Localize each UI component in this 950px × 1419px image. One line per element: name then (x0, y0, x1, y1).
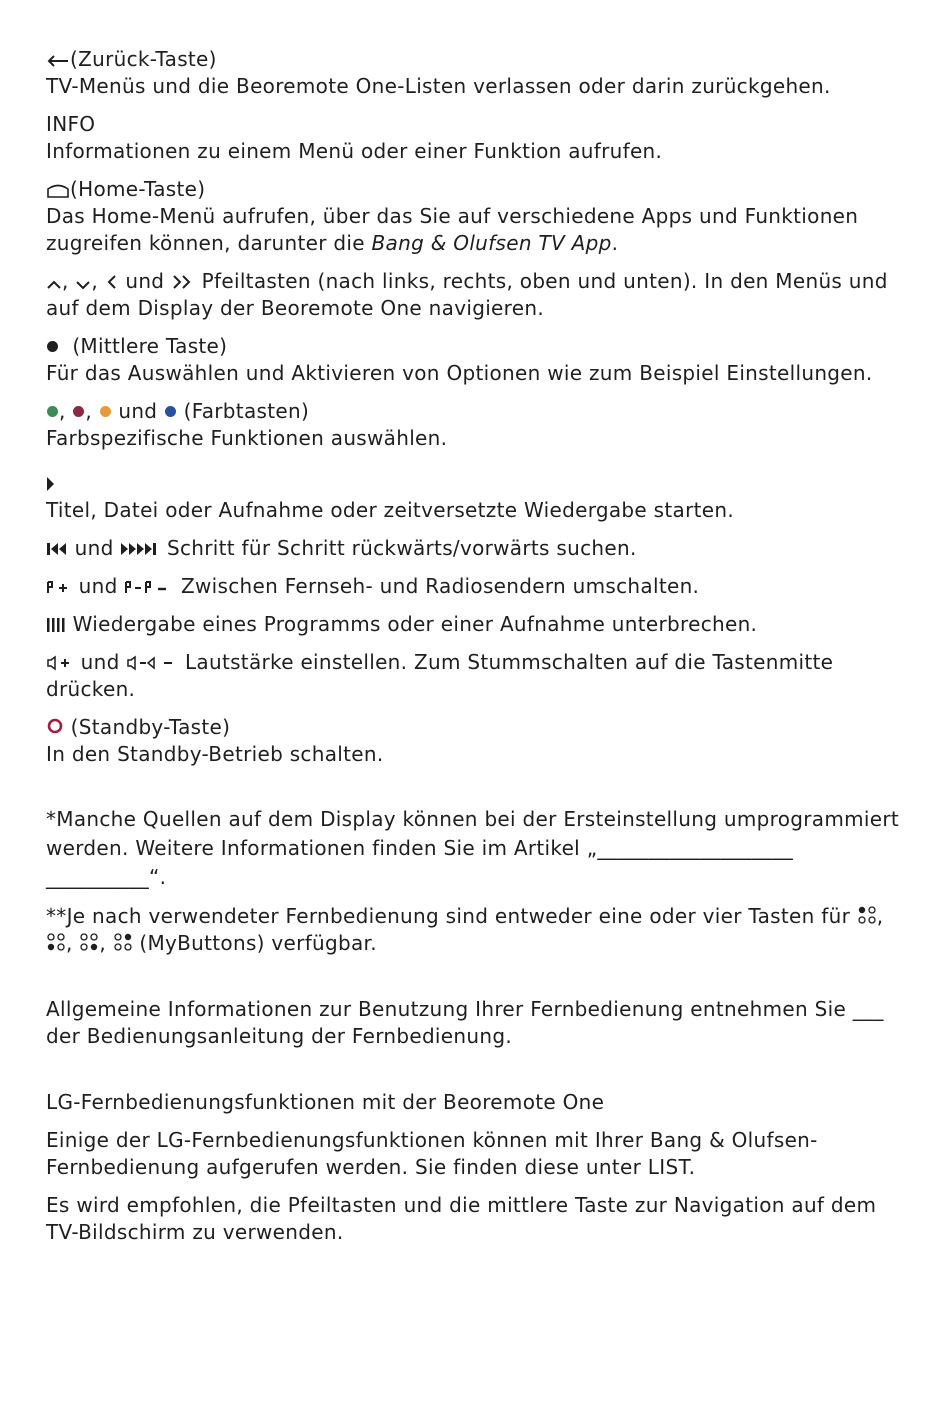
arrow-left-icon (105, 274, 119, 290)
rewind-icon (46, 541, 68, 557)
back-button-section (46, 46, 906, 100)
colour-separator: , (59, 399, 66, 423)
arrow-description-line2: auf dem Display der Beoremote One navigieren. (46, 296, 544, 320)
home-title: (Home-Taste) (70, 177, 206, 201)
lg-section-heading-block (46, 1089, 906, 1116)
lg-paragraph-1 (46, 1127, 906, 1181)
arrow-description-line1: Pfeiltasten (nach links, rechts, oben und unten). In den Menüs und (201, 269, 888, 293)
general-info-line1: Allgemeine Informationen zur Benutzung Ihrer Fernbedienung entnehmen Sie ___ (46, 997, 884, 1021)
play-section (46, 470, 906, 524)
volume-down-icon (126, 655, 178, 671)
lg-paragraph-1-line2: Fernbedienung aufgerufen werden. Sie finden diese unter LIST. (46, 1155, 696, 1179)
arrow-up-icon (46, 278, 62, 290)
lg-paragraph-2-line2: TV-Bildschirm zu verwenden. (46, 1220, 344, 1244)
red-dot-icon (73, 406, 84, 417)
arrow-keys-section (46, 268, 906, 322)
home-section (46, 176, 906, 257)
center-description: Für das Auswählen und Aktivieren von Optionen wie zum Beispiel Einstellungen. (46, 361, 873, 385)
seek-section (46, 535, 906, 562)
colour-keys-section (46, 398, 906, 452)
center-button-section (46, 333, 906, 387)
document-body (46, 46, 906, 1257)
home-icon (46, 182, 70, 198)
program-minus-icon (124, 579, 174, 595)
footnote-1-line2: werden. Weitere Informationen finden Sie im Artikel „___________________ (46, 836, 794, 860)
general-info-line2: der Bedienungsanleitung der Fernbedienung. (46, 1024, 512, 1048)
mybutton-2-icon (46, 932, 66, 952)
colour-separator: , (85, 399, 93, 423)
volume-description-line2: drücken. (46, 677, 136, 701)
program-description: Zwischen Fernseh- und Radiosendern umschalten. (180, 574, 700, 598)
back-button-title: (Zurück-Taste) (70, 47, 217, 71)
play-icon (46, 476, 56, 492)
volume-up-icon (46, 655, 74, 671)
colour-und: und (118, 399, 158, 423)
mybutton-4-icon (113, 932, 133, 952)
seek-description: Schritt für Schritt rückwärts/vorwärts suchen. (166, 536, 637, 560)
info-description: Informationen zu einem Menü oder einer Funktion aufrufen. (46, 139, 663, 163)
lg-paragraph-2-line1: Es wird empfohlen, die Pfeiltasten und die mittlere Taste zur Navigation auf dem (46, 1193, 877, 1217)
arrow-separator: , (62, 269, 69, 293)
standby-description: In den Standby-Betrieb schalten. (46, 742, 384, 766)
colour-title: (Farbtasten) (183, 399, 310, 423)
colour-description: Farbspezifische Funktionen auswählen. (46, 426, 448, 450)
home-description-end: . (611, 231, 619, 255)
mybutton-3-icon (79, 932, 99, 952)
arrow-down-icon (75, 278, 91, 290)
standby-section (46, 714, 906, 768)
arrow-und: und (125, 269, 165, 293)
footnote-1-line3: __________“. (46, 865, 167, 889)
lg-paragraph-1-line1: Einige der LG-Fernbedienungsfunktionen können mit Ihrer Bang & Olufsen- (46, 1128, 818, 1152)
footnote-1-line1: *Manche Quellen auf dem Display können bei der Ersteinstellung umprogrammiert (46, 807, 900, 831)
fast-forward-icon (120, 541, 160, 557)
home-description-line2: zugreifen können, darunter die (46, 231, 372, 255)
arrow-separator: , (91, 269, 99, 293)
volume-und: und (80, 650, 120, 674)
footnote-1 (46, 805, 906, 892)
seek-und: und (74, 536, 114, 560)
mybuttons-separator: , (66, 931, 73, 955)
center-title: (Mittlere Taste) (72, 334, 228, 358)
footnote-2-tail: (MyButtons) verfügbar. (139, 931, 377, 955)
back-button-description: TV-Menüs und die Beoremote One-Listen verlassen oder darin zurückgehen. (46, 74, 831, 98)
footnote-2-line1: **Je nach verwendeter Fernbedienung sind entweder eine oder vier Tasten für (46, 904, 851, 928)
mybuttons-separator: , (99, 931, 107, 955)
general-info-section (46, 996, 906, 1050)
program-plus-icon (46, 579, 72, 595)
play-description: Titel, Datei oder Aufnahme oder zeitversetzte Wiedergabe starten. (46, 498, 735, 522)
standby-icon (46, 717, 64, 735)
volume-section (46, 649, 906, 703)
green-dot-icon (47, 406, 58, 417)
app-name: Bang & Olufsen TV App (371, 231, 612, 255)
blue-dot-icon (165, 406, 176, 417)
program-section (46, 573, 906, 600)
program-und: und (78, 574, 118, 598)
back-arrow-icon (46, 54, 70, 68)
center-dot-icon (47, 341, 58, 352)
pause-description: Wiedergabe eines Programms oder einer Aufnahme unterbrechen. (72, 612, 758, 636)
lg-section-heading: LG-Fernbedienungsfunktionen mit der Beoremote One (46, 1090, 605, 1114)
pause-section (46, 611, 906, 638)
footnote-2 (46, 903, 906, 957)
mybutton-1-icon (857, 905, 877, 925)
home-description-line1: Das Home-Menü aufrufen, über das Sie auf verschiedene Apps und Funktionen (46, 204, 859, 228)
info-title: INFO (46, 112, 96, 136)
standby-title: (Standby-Taste) (70, 715, 231, 739)
yellow-dot-icon (100, 406, 111, 417)
mybuttons-comma: , (876, 904, 884, 928)
pause-icon (46, 617, 66, 633)
volume-description-line1: Lautstärke einstellen. Zum Stummschalten auf die Tastenmitte (184, 650, 834, 674)
info-section (46, 111, 906, 165)
lg-paragraph-2 (46, 1192, 906, 1246)
arrow-right-icon (171, 274, 195, 290)
